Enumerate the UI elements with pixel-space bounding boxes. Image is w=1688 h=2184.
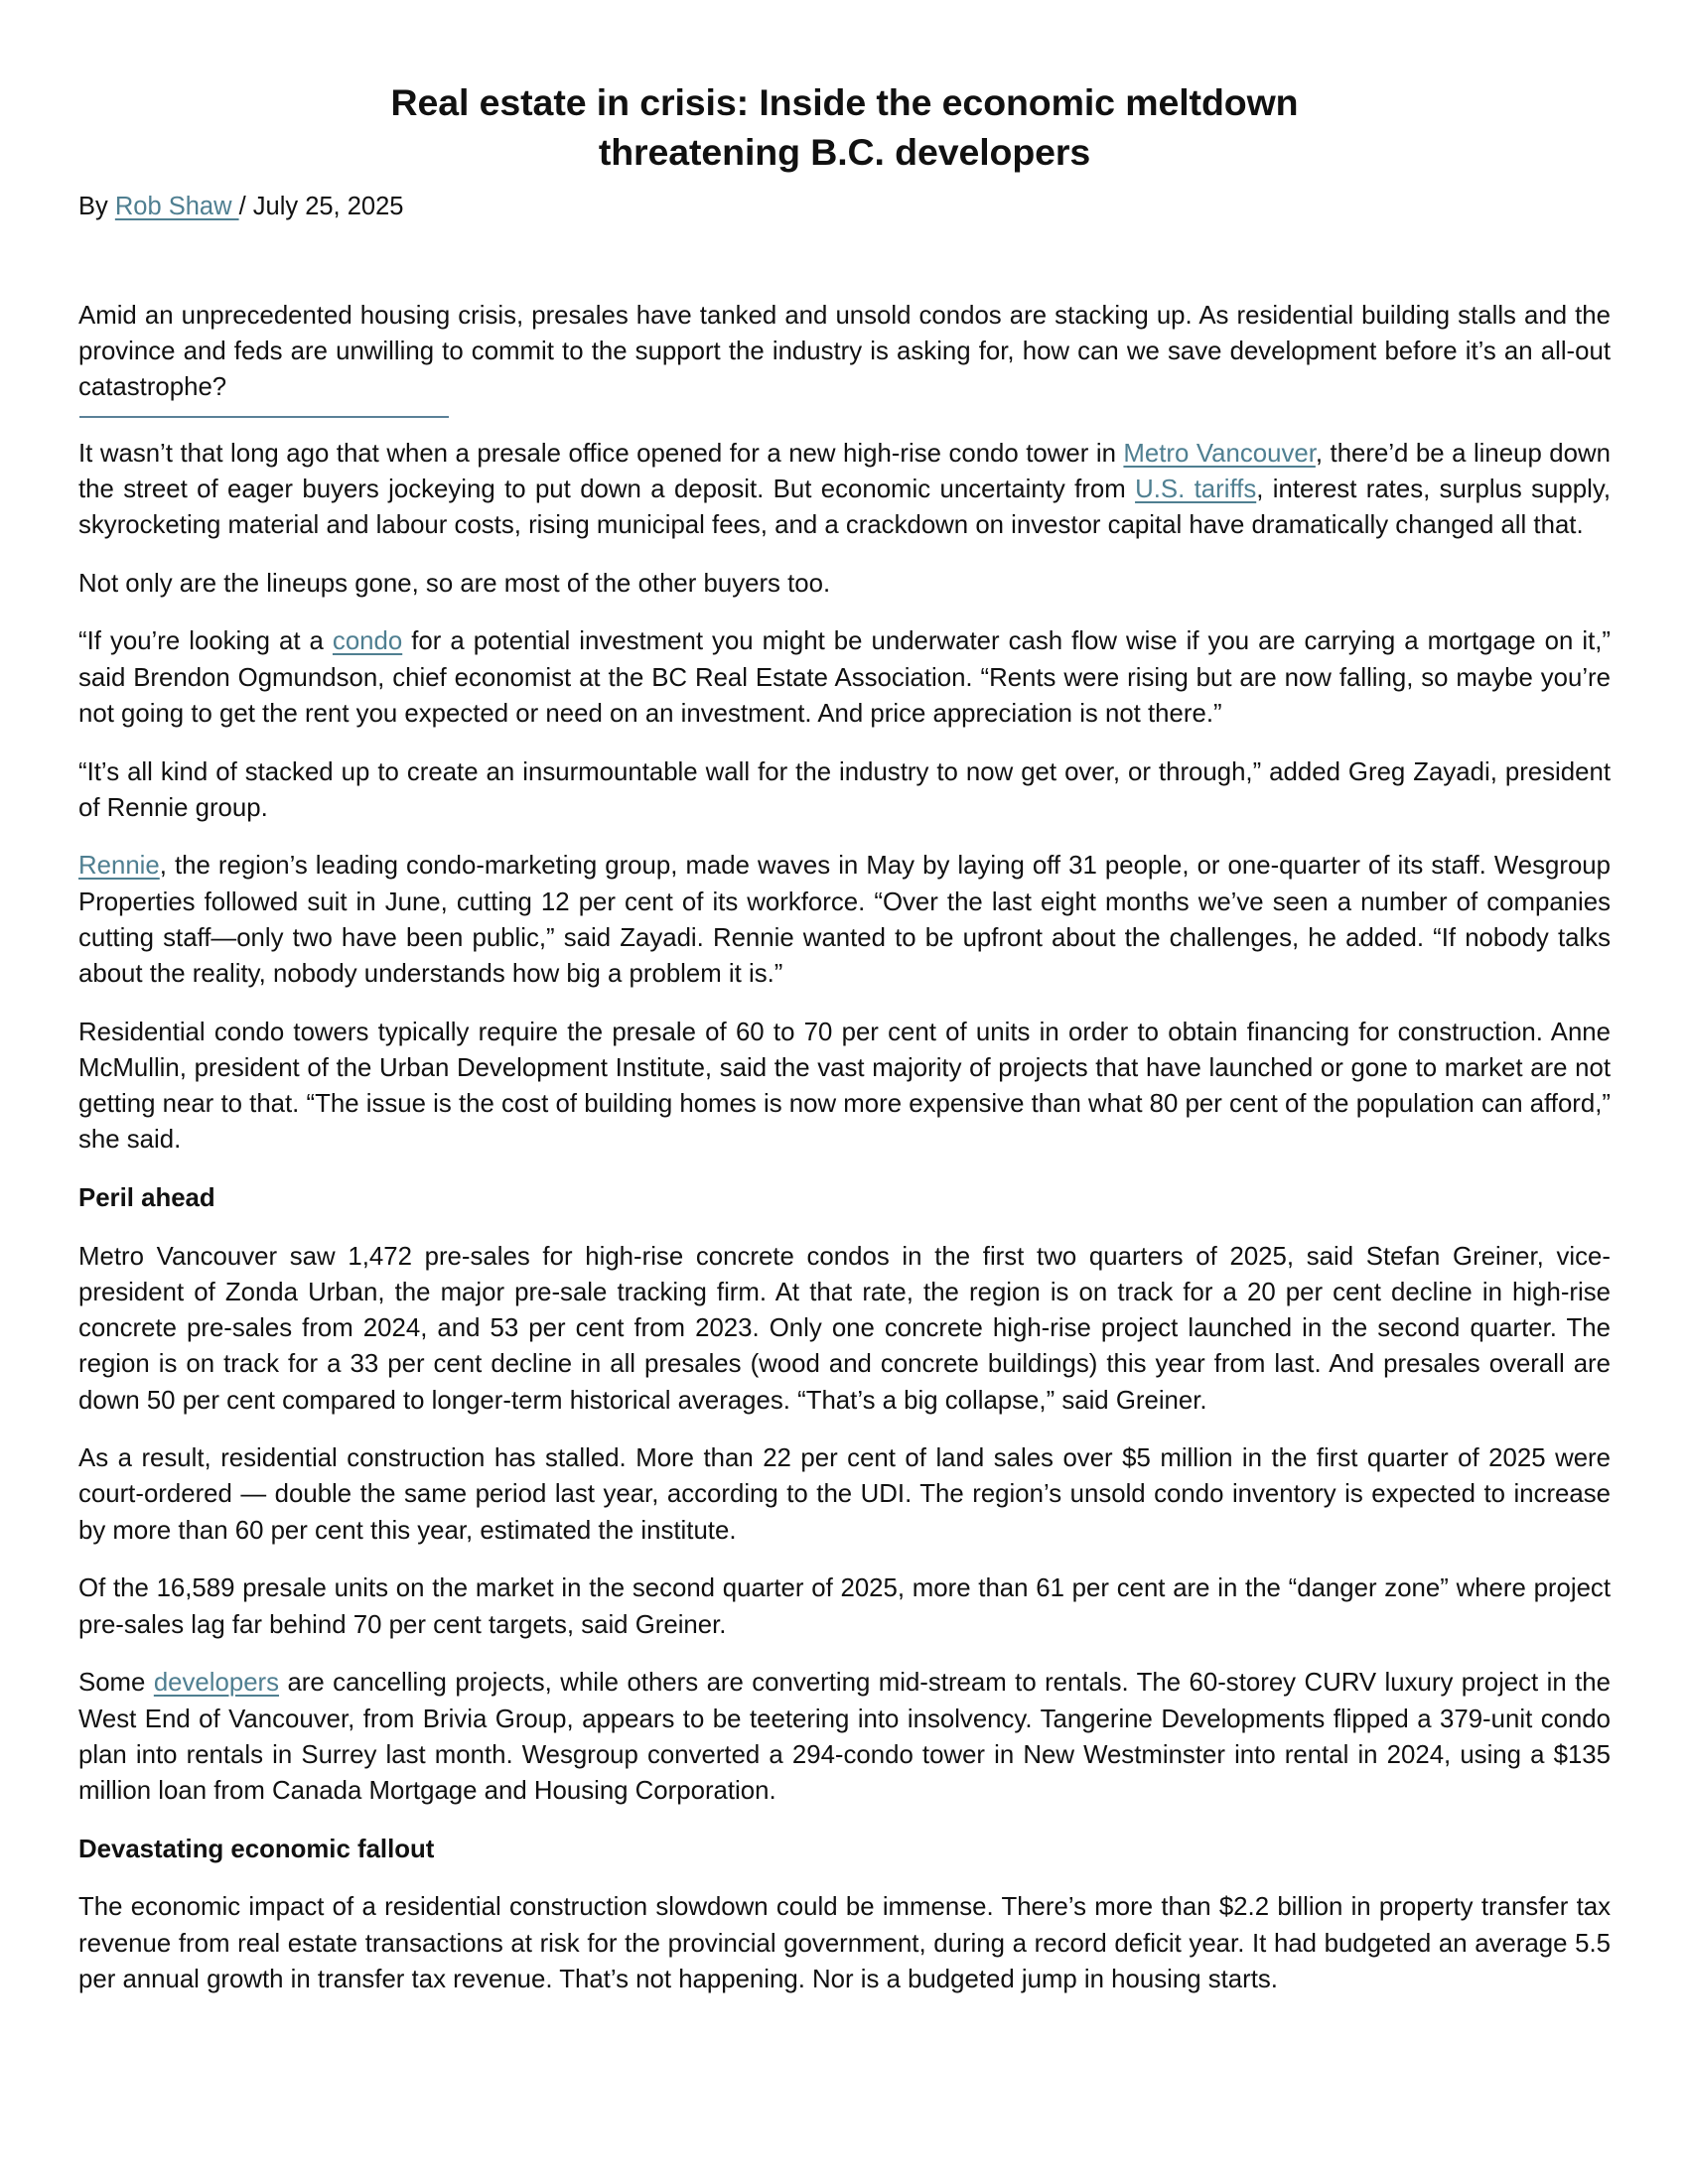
paragraph-7: Metro Vancouver saw 1,472 pre-sales for high-rise concrete condos in the first two quarters of 2025, said Stefan Greiner, vice-president of Zonda Urban, the major pre-sale tracking firm. At that rate, the region is on track for a 20 per cent decline in high-rise concrete pre-sales from 2024, and 53 per cent from 2023. Only one concrete high-rise project launched in the second quarter. The region is on track for a 33 per cent decline in all presales (wood and concrete buildings) this year from last. And presales overall are down 50 per cent compared to longer-term historical averages. “That’s a big collapse,” said Greiner.	[78, 1242, 1611, 1415]
section-heading-economic-fallout: Devastating economic fallout	[78, 1835, 435, 1863]
paragraph-6: Residential condo towers typically require the presale of 60 to 70 per cent of units in order to obtain financing for construction. Anne McMullin, president of the Urban Development Institute, said the vast majority of projects that have launched or gone to market are not getting near to that. “The issue is the cost of building homes is now more expensive than what 80 per cent of the population can afford,” she said.	[78, 1018, 1611, 1155]
article-title	[78, 77, 1611, 177]
article-body	[78, 436, 1611, 1997]
article-title-line-1: Real estate in crisis: Inside the economic meltdown	[390, 81, 1299, 123]
byline-prefix: By	[78, 193, 115, 220]
paragraph-4: “It’s all kind of stacked up to create an insurmountable wall for the industry to now get over, or through,” added Greg Zayadi, president of Rennie group.	[78, 757, 1611, 822]
paragraph-text: are cancelling projects, while others are converting mid-stream to rentals. The 60-storey CURV luxury project in the West End of Vancouver, from Brivia Group, appears to be teetering into insolvency. Tangerine Developments flipped a 379-unit condo plan into rentals in Surrey last month. Wesgroup converted a 294-condo tower in New Westminster into rental in 2024, using a $135 million loan from Canada Mortgage and Housing Corporation.	[78, 1669, 1611, 1805]
article-intro: Amid an unprecedented housing crisis, presales have tanked and unsold condos are stacking up. As residential building stalls and the province and feds are unwilling to commit to the support the industry is asking for, how can we save development before it’s an all-out catastrophe?	[78, 302, 1611, 402]
paragraph-1	[78, 436, 1611, 544]
us-tariffs-link[interactable]: U.S. tariffs	[1135, 475, 1257, 503]
article-title-line-2: threatening B.C. developers	[598, 131, 1091, 173]
paragraph-text: , there’d be a lineup down the street of eager buyers jockeying to put down a deposit. But economic uncertainty from	[78, 439, 1611, 503]
publish-date: July 25, 2025	[252, 193, 404, 220]
paragraph-text: “If you’re looking at a	[78, 627, 333, 656]
article-page	[78, 0, 1611, 1997]
byline-separator: /	[238, 193, 253, 220]
paragraph-text: for a potential investment you might be underwater cash flow wise if you are carrying a mortgage on it,” said Brendon Ogmundson, chief economist at the BC Real Estate Association. “Rents were rising but are now falling, so maybe you’re not going to get the rent you expected or need on an investment. And price appreciation is not there.”	[78, 627, 1611, 728]
intro-divider	[79, 416, 449, 418]
paragraph-11: The economic impact of a residential construction slowdown could be immense. There’s more than $2.2 billion in property transfer tax revenue from real estate transactions at risk for the provincial government, during a record deficit year. It had budgeted an average 5.5 per annual growth in transfer tax revenue. That’s not happening. Nor is a budgeted jump in housing starts.	[78, 1893, 1611, 1993]
section-heading-peril-ahead: Peril ahead	[78, 1184, 215, 1213]
condo-link[interactable]: condo	[332, 627, 403, 656]
paragraph-text: , interest rates, surplus supply, skyrocketing material and labour costs, rising municipal fees, and a crackdown on investor capital have dramatically changed all that.	[78, 475, 1611, 540]
paragraph-3	[78, 623, 1611, 732]
paragraph-text: It wasn’t that long ago that when a presale office opened for a new high-rise condo tower in	[78, 439, 1124, 468]
paragraph-8: As a result, residential construction has stalled. More than 22 per cent of land sales over $5 million in the first quarter of 2025 were court-ordered — double the same period last year, according to the UDI. The region’s unsold condo inventory is expected to increase by more than 60 per cent this year, estimated the institute.	[78, 1444, 1611, 1545]
paragraph-10	[78, 1665, 1611, 1809]
developers-link[interactable]: developers	[153, 1669, 280, 1698]
paragraph-text: Some	[78, 1669, 154, 1698]
paragraph-5	[78, 848, 1611, 992]
byline	[78, 189, 1611, 224]
metro-vancouver-link[interactable]: Metro Vancouver	[1123, 439, 1316, 468]
author-link[interactable]: Rob Shaw	[114, 193, 239, 220]
rennie-link[interactable]: Rennie	[78, 852, 160, 881]
paragraph-2: Not only are the lineups gone, so are most of the other buyers too.	[78, 569, 831, 598]
paragraph-9: Of the 16,589 presale units on the market in the second quarter of 2025, more than 61 per cent are in the “danger zone” where project pre-sales lag far behind 70 per cent targets, said Greiner.	[78, 1574, 1611, 1639]
paragraph-text: , the region’s leading condo-marketing group, made waves in May by laying off 31 people, or one-quarter of its staff. Wesgroup Properties followed suit in June, cutting 12 per cent of its workforce. “Over the last eight months we’ve seen a number of companies cutting staff—only two have been public,” said Zayadi. Rennie wanted to be upfront about the challenges, he added. “If nobody talks about the reality, nobody understands how big a problem it is.”	[78, 852, 1611, 989]
